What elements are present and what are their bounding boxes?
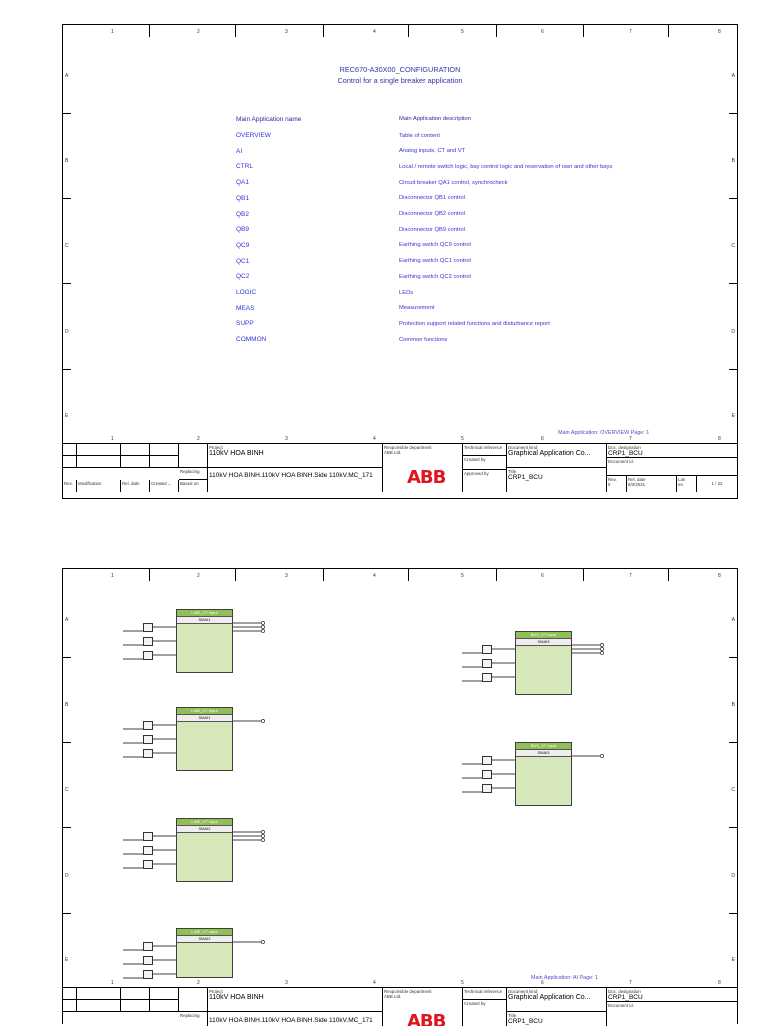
row-letter: D bbox=[731, 329, 735, 335]
document-designation: CRP1_BCU bbox=[608, 450, 643, 457]
row-tick bbox=[63, 742, 71, 743]
row-tick bbox=[63, 827, 71, 828]
application-description: Earthing switch QC2 control bbox=[399, 273, 471, 280]
zone-number: 7 bbox=[629, 980, 632, 986]
zone-number: 1 bbox=[111, 573, 114, 579]
application-name: OVERVIEW bbox=[236, 132, 271, 139]
application-description: Disconnector QB2 control bbox=[399, 211, 466, 217]
abb-logo: ABB bbox=[407, 467, 446, 488]
zone-tick bbox=[323, 25, 324, 37]
drawing-sheet-overview bbox=[62, 24, 738, 499]
application-name: QC9 bbox=[236, 241, 250, 249]
row-tick bbox=[729, 913, 737, 914]
row-tick bbox=[729, 369, 737, 370]
output-terminal bbox=[261, 830, 264, 833]
output-terminal bbox=[600, 643, 603, 646]
row-letter: B bbox=[65, 702, 69, 708]
block-name: SMAI1 bbox=[177, 616, 232, 624]
zone-number: 5 bbox=[461, 436, 464, 442]
block-name: SMAI1 bbox=[177, 714, 232, 722]
application-name: COMMON bbox=[236, 336, 267, 344]
function-block[interactable] bbox=[515, 742, 572, 806]
row-letter: D bbox=[65, 329, 69, 335]
row-tick bbox=[729, 742, 737, 743]
input-connector bbox=[482, 770, 492, 779]
application-name: AI bbox=[236, 147, 243, 155]
zone-number: 4 bbox=[373, 29, 376, 35]
drawing-sheet-analog-inputs bbox=[62, 568, 738, 1024]
page-footer-label: Main Application: AI Page: 1 bbox=[531, 975, 599, 981]
zone-number: 3 bbox=[285, 29, 288, 35]
row-letter: B bbox=[731, 158, 735, 164]
function-block[interactable] bbox=[176, 928, 233, 978]
column-header-name: Main Application name bbox=[236, 116, 302, 123]
input-connector bbox=[482, 645, 492, 654]
row-tick bbox=[63, 198, 71, 199]
application-description: Disconnector QB9 control bbox=[399, 226, 466, 233]
application-description: Common functions bbox=[399, 336, 448, 343]
function-block[interactable] bbox=[515, 631, 572, 695]
block-header: BUS_VT Input bbox=[516, 743, 571, 749]
zone-number: 8 bbox=[718, 573, 721, 579]
output-terminal bbox=[261, 621, 264, 624]
input-connector bbox=[482, 756, 492, 765]
application-description: LEDs bbox=[399, 289, 414, 296]
zone-number: 8 bbox=[718, 29, 721, 35]
output-terminal bbox=[261, 629, 264, 632]
project-label: Project bbox=[209, 445, 223, 450]
zone-number: 3 bbox=[285, 573, 288, 579]
input-connector bbox=[143, 623, 153, 632]
row-letter: E bbox=[65, 957, 69, 963]
application-name: QB1 bbox=[236, 194, 250, 202]
row-letter: B bbox=[65, 158, 69, 164]
page-footer-label: Main Application: OVERVIEW Page: 1 bbox=[558, 430, 650, 436]
row-tick bbox=[729, 827, 737, 828]
application-description: Earthing switch QC1 control bbox=[399, 258, 471, 265]
row-tick bbox=[729, 113, 737, 114]
output-terminal bbox=[261, 834, 264, 837]
input-connector bbox=[143, 846, 153, 855]
zone-number: 4 bbox=[373, 573, 376, 579]
row-letter: C bbox=[65, 243, 69, 249]
row-tick bbox=[729, 283, 737, 284]
project-name: 110kV HOA BINH bbox=[209, 994, 264, 1001]
block-header: LINE_VT Input bbox=[177, 819, 232, 825]
zone-number: 1 bbox=[111, 436, 114, 442]
zone-number: 1 bbox=[111, 29, 114, 35]
zone-tick bbox=[408, 25, 409, 37]
row-letter: E bbox=[731, 957, 735, 963]
zone-number: 5 bbox=[461, 573, 464, 579]
application-name: SUPP bbox=[236, 320, 254, 328]
application-description: Local / remote switch logic, bay control logic and reservation of own and other bays bbox=[399, 163, 613, 170]
column-header-description: Main Application description bbox=[399, 116, 471, 122]
row-tick bbox=[63, 283, 71, 284]
zone-number: 2 bbox=[197, 980, 200, 986]
application-name: LOGIC bbox=[236, 289, 257, 296]
row-tick bbox=[63, 113, 71, 114]
row-tick bbox=[729, 198, 737, 199]
configuration-title: REC670-A30X00_CONFIGURATION bbox=[339, 65, 461, 74]
input-connector bbox=[482, 659, 492, 668]
input-connector bbox=[143, 956, 153, 965]
page-number: 1 / 22 bbox=[711, 481, 723, 486]
application-description: Circuit breaker QA1 control, synchrocheck bbox=[399, 179, 508, 186]
input-connector bbox=[143, 860, 153, 869]
project-name: 110kV HOA BINH bbox=[209, 450, 264, 457]
zone-tick bbox=[323, 569, 324, 581]
input-connector bbox=[143, 942, 153, 951]
zone-number: 4 bbox=[373, 436, 376, 442]
block-name: SMAI3 bbox=[516, 749, 571, 757]
function-block[interactable] bbox=[176, 609, 233, 673]
output-terminal bbox=[600, 754, 603, 757]
application-description: Measurement bbox=[399, 305, 435, 312]
application-description: Table of content bbox=[399, 132, 440, 139]
output-terminal bbox=[600, 651, 603, 654]
row-tick bbox=[63, 657, 71, 658]
block-header: LINE_VT Input bbox=[177, 929, 232, 935]
block-name: SMAI3 bbox=[516, 638, 571, 646]
zone-number: 2 bbox=[197, 573, 200, 579]
responsible-department: ABB Ltd. bbox=[384, 450, 402, 455]
zone-number: 7 bbox=[629, 29, 632, 35]
zone-number: 7 bbox=[629, 573, 632, 579]
application-description: Earthing switch QC9 control bbox=[399, 242, 471, 249]
input-connector bbox=[143, 721, 153, 730]
subproject-path: 110kV HOA BINH.110kV HOA BINH.Side 110kV.MC_171 bbox=[209, 472, 373, 479]
row-tick bbox=[63, 369, 71, 370]
zone-tick bbox=[496, 25, 497, 37]
wiring-diagram bbox=[63, 569, 739, 1025]
output-terminal bbox=[261, 719, 264, 722]
application-name: QB2 bbox=[236, 210, 250, 218]
row-tick bbox=[63, 913, 71, 914]
row-tick bbox=[729, 657, 737, 658]
input-connector bbox=[143, 749, 153, 758]
function-block[interactable] bbox=[176, 818, 233, 882]
subproject-path: 110kV HOA BINH.110kV HOA BINH.Side 110kV.MC_171 bbox=[209, 1017, 373, 1024]
zone-number: 8 bbox=[718, 980, 721, 986]
zone-number: 6 bbox=[541, 29, 544, 35]
zone-tick bbox=[408, 569, 409, 581]
zone-tick bbox=[149, 569, 150, 581]
zone-number: 4 bbox=[373, 980, 376, 986]
output-terminal bbox=[600, 647, 603, 650]
input-connector bbox=[143, 637, 153, 646]
row-letter: A bbox=[731, 73, 735, 79]
block-header: LINE_CT Input bbox=[177, 708, 232, 714]
application-name: QC2 bbox=[236, 273, 250, 281]
configuration-subtitle: Control for a single breaker application bbox=[337, 76, 463, 85]
application-description: Disconnector QB1 control bbox=[399, 195, 466, 202]
input-connector bbox=[143, 735, 153, 744]
application-name: MEAS bbox=[236, 304, 255, 312]
output-terminal bbox=[261, 838, 264, 841]
input-connector bbox=[482, 673, 492, 682]
zone-number: 3 bbox=[285, 436, 288, 442]
zone-tick bbox=[583, 569, 584, 581]
row-letter: E bbox=[65, 413, 69, 419]
zone-number: 2 bbox=[197, 436, 200, 442]
zone-tick bbox=[583, 25, 584, 37]
release-date: 8/3/2021 bbox=[628, 482, 646, 487]
row-letter: C bbox=[65, 787, 69, 793]
application-description: Analog inputs, CT and VT bbox=[399, 148, 466, 155]
zone-tick bbox=[235, 569, 236, 581]
zone-tick bbox=[496, 569, 497, 581]
row-letter: E bbox=[731, 413, 735, 419]
application-name: QC1 bbox=[236, 257, 250, 265]
block-name: SMAI2 bbox=[177, 825, 232, 833]
zone-number: 6 bbox=[541, 573, 544, 579]
block-header: LINE_CT Input bbox=[177, 610, 232, 616]
zone-number: 5 bbox=[461, 29, 464, 35]
zone-tick bbox=[668, 569, 669, 581]
replacing-label: Replacing bbox=[180, 469, 200, 474]
drawing-title: CRP1_BCU bbox=[508, 474, 543, 481]
zone-tick bbox=[149, 25, 150, 37]
zone-tick bbox=[668, 25, 669, 37]
input-connector bbox=[482, 784, 492, 793]
application-name: QB9 bbox=[236, 226, 250, 234]
application-name: CTRL bbox=[236, 163, 253, 171]
block-name: SMAI2 bbox=[177, 935, 232, 943]
zone-number: 1 bbox=[111, 980, 114, 986]
application-description: Protection support related functions and disturbance report bbox=[399, 320, 550, 327]
row-letter: D bbox=[731, 873, 735, 879]
title-block: Replacing Rev. Modification Rel. date Created ... Based on Project 110kV HOA BINH 110kV HOA BINH.110kV HOA BINH.Side 110kV.MC_171 Responsible department ABB Ltd. ABB Technical reference Created by Approved by Document kind Graphical Application Co... Title CRP1_BCU Doc. designation CRP1_BCU Document id. Rev. 0 Rel. date 8/3/2021 Lan en 1 / 22 bbox=[63, 443, 737, 492]
row-letter: B bbox=[731, 702, 735, 708]
application-name: QA1 bbox=[236, 179, 250, 187]
zone-number: 6 bbox=[541, 436, 544, 442]
zone-number: 3 bbox=[285, 980, 288, 986]
function-block[interactable] bbox=[176, 707, 233, 771]
row-letter: C bbox=[731, 787, 735, 793]
zone-number: 6 bbox=[541, 980, 544, 986]
input-connector bbox=[143, 832, 153, 841]
row-letter: A bbox=[65, 73, 69, 79]
row-letter: D bbox=[65, 873, 69, 879]
zone-number: 5 bbox=[461, 980, 464, 986]
input-connector bbox=[143, 651, 153, 660]
title-block: Replacing Project 110kV HOA BINH 110kV HOA BINH.110kV HOA BINH.Side 110kV.MC_171 Responsible department ABB Ltd. ABB Technical reference Created by Document kind Graphical Application Co... Title CRP1_BCU Doc. designation CRP1_BCU Document id. bbox=[63, 987, 737, 1036]
output-terminal bbox=[261, 940, 264, 943]
row-letter: A bbox=[65, 617, 69, 623]
zone-number: 2 bbox=[197, 29, 200, 35]
abb-logo: ABB bbox=[407, 1011, 446, 1026]
zone-number: 7 bbox=[629, 436, 632, 442]
block-header: BUS_VT Input bbox=[516, 632, 571, 638]
zone-tick bbox=[235, 25, 236, 37]
output-terminal bbox=[261, 625, 264, 628]
zone-number: 8 bbox=[718, 436, 721, 442]
row-letter: A bbox=[731, 617, 735, 623]
document-kind: Graphical Application Co... bbox=[508, 450, 591, 457]
row-letter: C bbox=[731, 243, 735, 249]
input-connector bbox=[143, 970, 153, 979]
